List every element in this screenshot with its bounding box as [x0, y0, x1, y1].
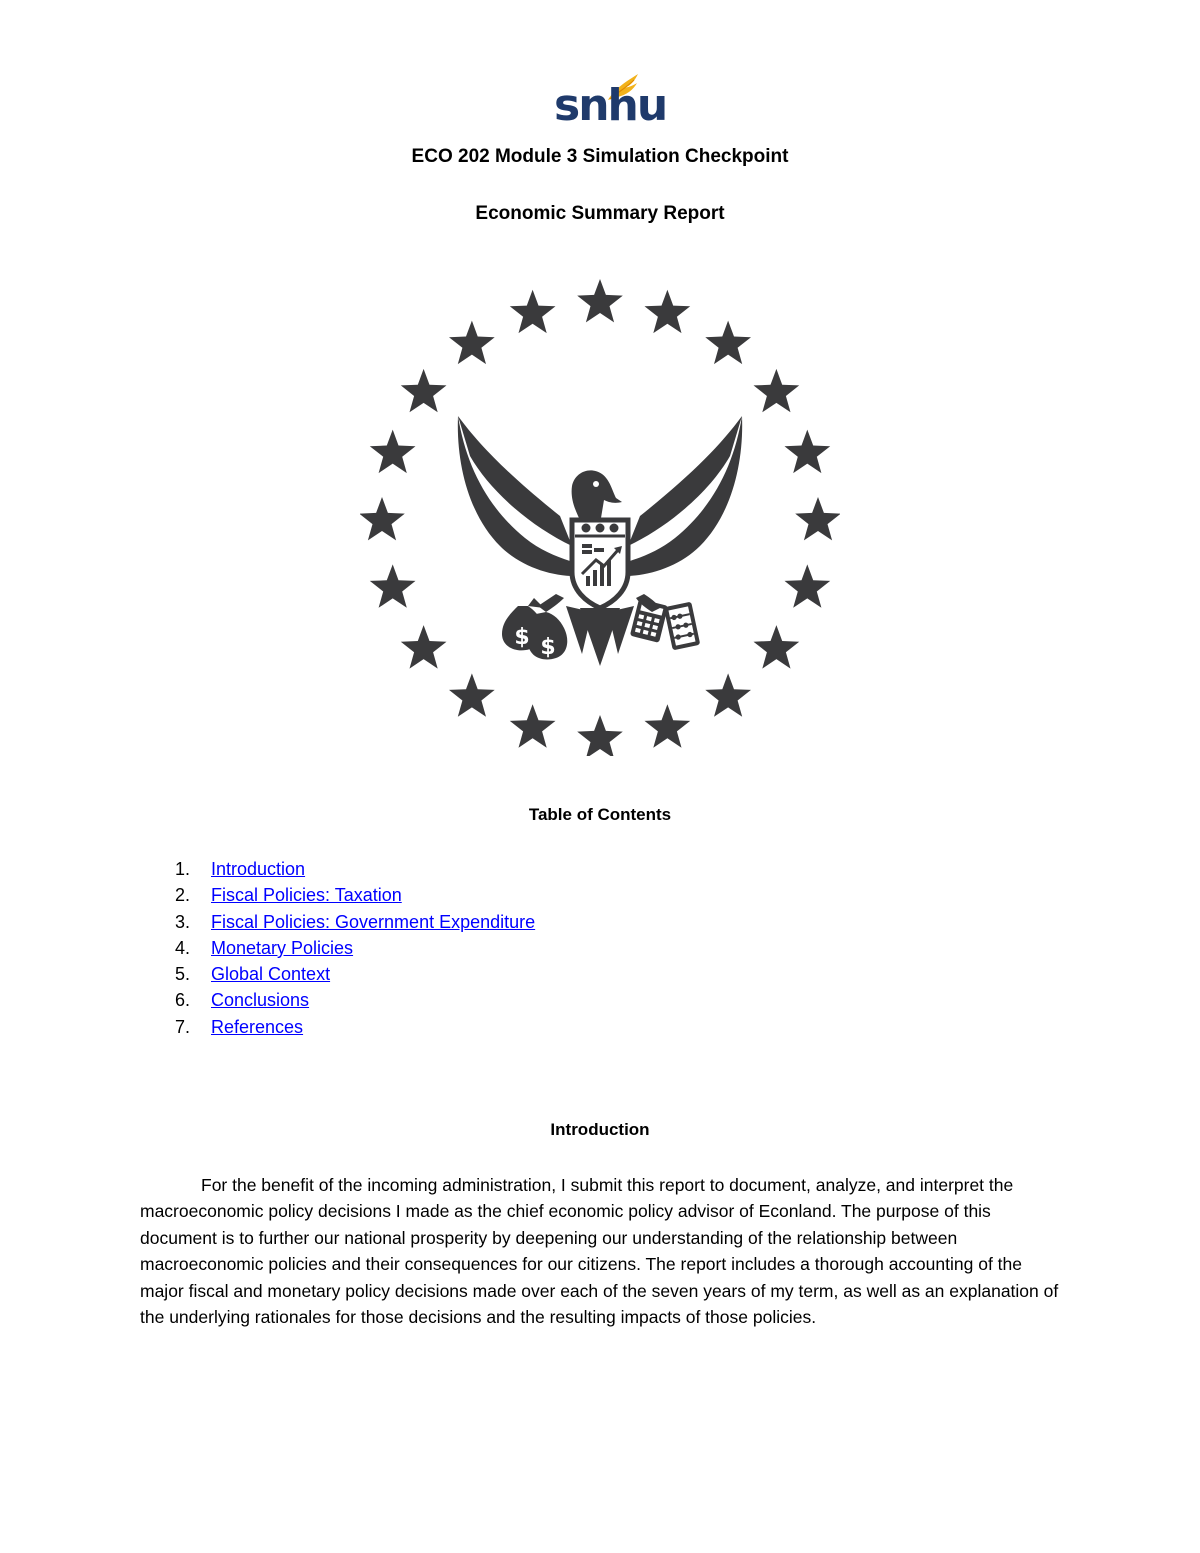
star-icon: [360, 497, 405, 540]
eagle-seal-icon: [360, 276, 840, 756]
star-icon: [577, 279, 623, 322]
toc-number: 1.: [175, 859, 191, 879]
star-icon: [370, 564, 416, 607]
star-icon: [645, 704, 691, 747]
toc-heading: Table of Contents: [528, 805, 672, 824]
toc-number: 3.: [175, 911, 191, 932]
toc-link-government-expenditure[interactable]: Fiscal Policies: Government Expenditure: [211, 911, 536, 932]
star-icon: [510, 704, 556, 747]
toc-link-conclusions[interactable]: Conclusions: [211, 990, 310, 1011]
svg-text:$: $: [514, 625, 530, 650]
toc-link-introduction[interactable]: Introduction: [211, 859, 306, 879]
star-icon: [510, 290, 556, 333]
star-icon: [401, 625, 447, 669]
toc-number: 6.: [175, 990, 191, 1011]
snhu-logo: [554, 74, 667, 134]
introduction-paragraph: For the benefit of the incoming administration, I submit this report to document, analyze, and interpret the macroeconomic policy decisions I made as the chief economic policy advisor of Econland. The purpose of this document is to further our national prosperity by deepening our understanding of the relationship between macroeconomic policies and their consequences for our citizens. The report includes a thorough accounting of the major fiscal and monetary policy decisions made over each of the seven years of my term, as well as an explanation of the underlying rationales for those decisions and the resulting impacts of those policies.: [140, 1175, 1059, 1328]
star-icon: [785, 430, 831, 474]
star-icon: [401, 369, 447, 412]
star-icon: [785, 564, 831, 607]
toc-item: [175, 936, 535, 962]
star-icon: [795, 497, 840, 540]
star-icon: [705, 673, 751, 716]
toc-item: [175, 988, 535, 1014]
svg-text:$: $: [540, 635, 556, 660]
toc-item: [175, 857, 535, 883]
star-icon: [754, 369, 800, 412]
toc-link-references[interactable]: References: [211, 1016, 304, 1037]
toc-item: [175, 1015, 535, 1041]
star-icon: [449, 321, 495, 365]
star-icon: [705, 321, 751, 365]
star-icon: [449, 673, 495, 716]
star-icon: [645, 290, 691, 333]
toc-number: 5.: [175, 964, 191, 985]
table-of-contents: [175, 857, 535, 1041]
star-icon: [754, 625, 800, 669]
shield-icon: [572, 520, 628, 608]
toc-link-global-context[interactable]: Global Context: [211, 964, 331, 985]
toc-item: [175, 883, 535, 909]
document-title: ECO 202 Module 3 Simulation Checkpoint: [411, 146, 789, 167]
star-icon: [370, 430, 416, 474]
toc-link-taxation[interactable]: Fiscal Policies: Taxation: [211, 885, 402, 906]
toc-item: [175, 962, 535, 988]
toc-number: 4.: [175, 937, 191, 958]
introduction-heading: Introduction: [550, 1120, 650, 1139]
toc-link-monetary-policies[interactable]: Monetary Policies: [211, 937, 354, 958]
toc-number: 7.: [175, 1016, 191, 1037]
document-subtitle: Economic Summary Report: [475, 203, 725, 224]
toc-number: 2.: [175, 885, 191, 906]
toc-item: [175, 910, 535, 936]
star-icon: [577, 715, 623, 756]
money-bag-icon: [502, 598, 567, 660]
abacus-icon: [664, 602, 701, 651]
logo-text: snhu: [554, 80, 667, 131]
calculator-icon: [630, 599, 700, 651]
